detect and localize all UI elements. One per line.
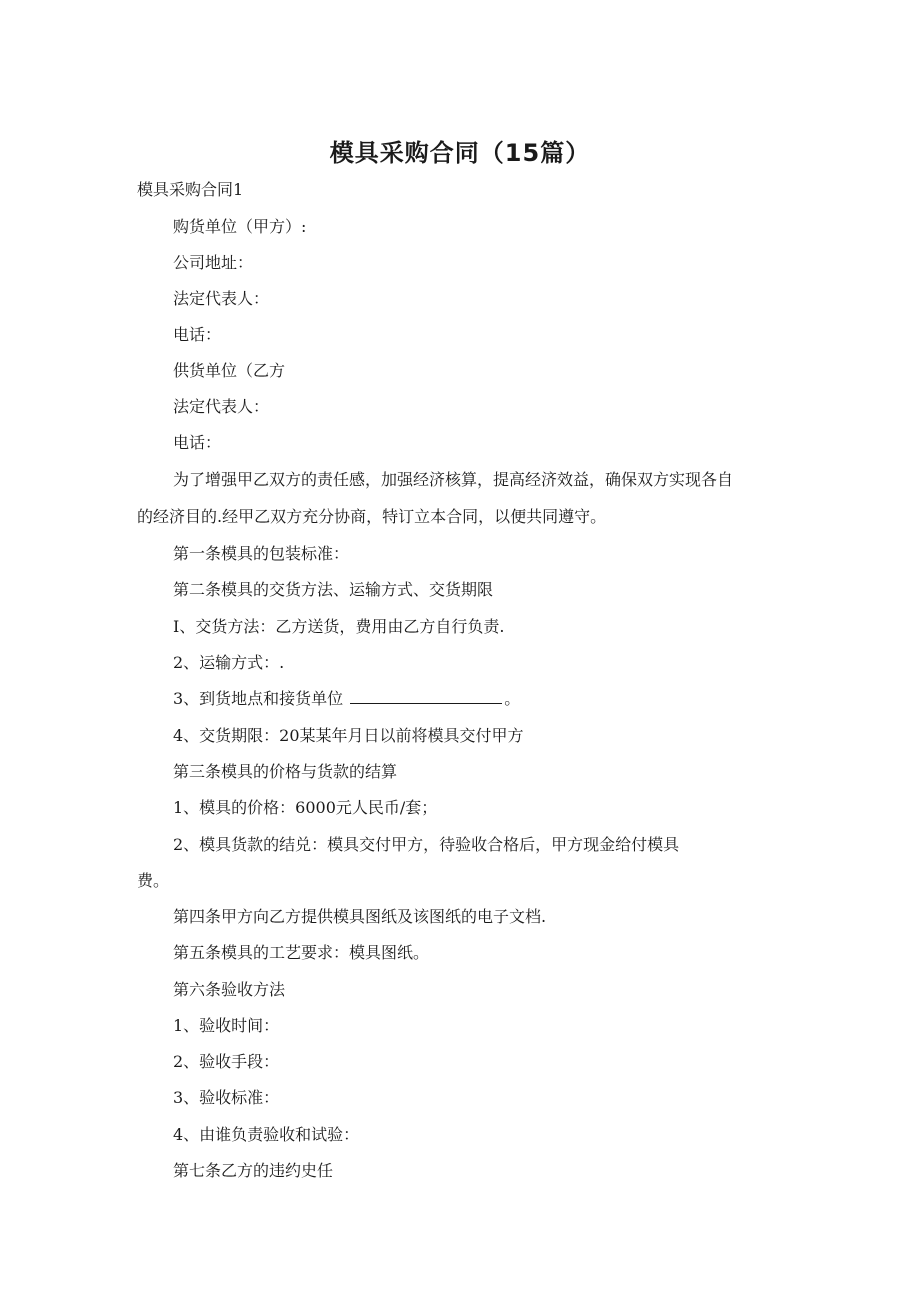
article-2-item-3-prefix: 3、到货地点和接货单位 bbox=[173, 689, 344, 708]
article-2: 第二条模具的交货方法、运输方式、交货期限 bbox=[173, 580, 494, 599]
article-2-item-3 bbox=[173, 689, 520, 709]
phone-line-1: 电话： bbox=[173, 325, 222, 344]
article-1: 第一条模具的包装标准： bbox=[173, 544, 350, 563]
article-6-item-3: 3、验收标准： bbox=[173, 1088, 280, 1107]
article-3: 第三条模具的价格与货款的结算 bbox=[173, 762, 398, 781]
article-6-item-1: 1、验收时间： bbox=[173, 1016, 280, 1035]
article-3-item-2-line-2: 费。 bbox=[137, 871, 170, 890]
section-heading: 模具采购合同1 bbox=[137, 180, 244, 199]
buyer-unit-line: 购货单位（甲方）: bbox=[173, 217, 307, 236]
intro-paragraph-line-2: 的经济目的.经甲乙双方充分协商，特订立本合同，以便共同遵守。 bbox=[137, 507, 607, 526]
article-2-item-3-suffix: 。 bbox=[504, 689, 521, 708]
article-6-item-2: 2、验收手段： bbox=[173, 1052, 280, 1071]
article-7: 第七条乙方的违约史任 bbox=[173, 1161, 334, 1180]
article-4: 第四条甲方向乙方提供模具图纸及该图纸的电子文档. bbox=[173, 907, 547, 926]
article-3-item-2-line-1: 2、模具货款的结兑：模具交付甲方，待验收合格后，甲方现金给付模具 bbox=[173, 835, 680, 854]
article-3-item-1: 1、模具的价格：6000元人民币/套； bbox=[173, 798, 438, 817]
phone-line-2: 电话： bbox=[173, 433, 222, 452]
document-title: 模具采购合同（15篇） bbox=[329, 139, 591, 167]
article-2-item-1: I、交货方法：乙方送货，费用由乙方自行负责. bbox=[173, 617, 505, 636]
legal-rep-line-2: 法定代表人： bbox=[173, 397, 270, 416]
intro-paragraph-line-1: 为了增强甲乙双方的责任感，加强经济核算，提高经济效益，确保双方实现各自 bbox=[173, 470, 734, 489]
fill-in-blank-line bbox=[350, 689, 502, 704]
article-6: 第六条验收方法 bbox=[173, 980, 286, 999]
company-address-line: 公司地址： bbox=[173, 253, 254, 272]
article-2-item-2: 2、运输方式：. bbox=[173, 653, 285, 672]
legal-rep-line-1: 法定代表人： bbox=[173, 289, 270, 308]
article-6-item-4: 4、由谁负责验收和试验： bbox=[173, 1125, 360, 1144]
article-2-item-4: 4、交货期限：20某某年月日以前将模具交付甲方 bbox=[173, 726, 524, 745]
supplier-unit-line: 供货单位（乙方 bbox=[173, 361, 286, 380]
article-5: 第五条模具的工艺要求：模具图纸。 bbox=[173, 943, 430, 962]
